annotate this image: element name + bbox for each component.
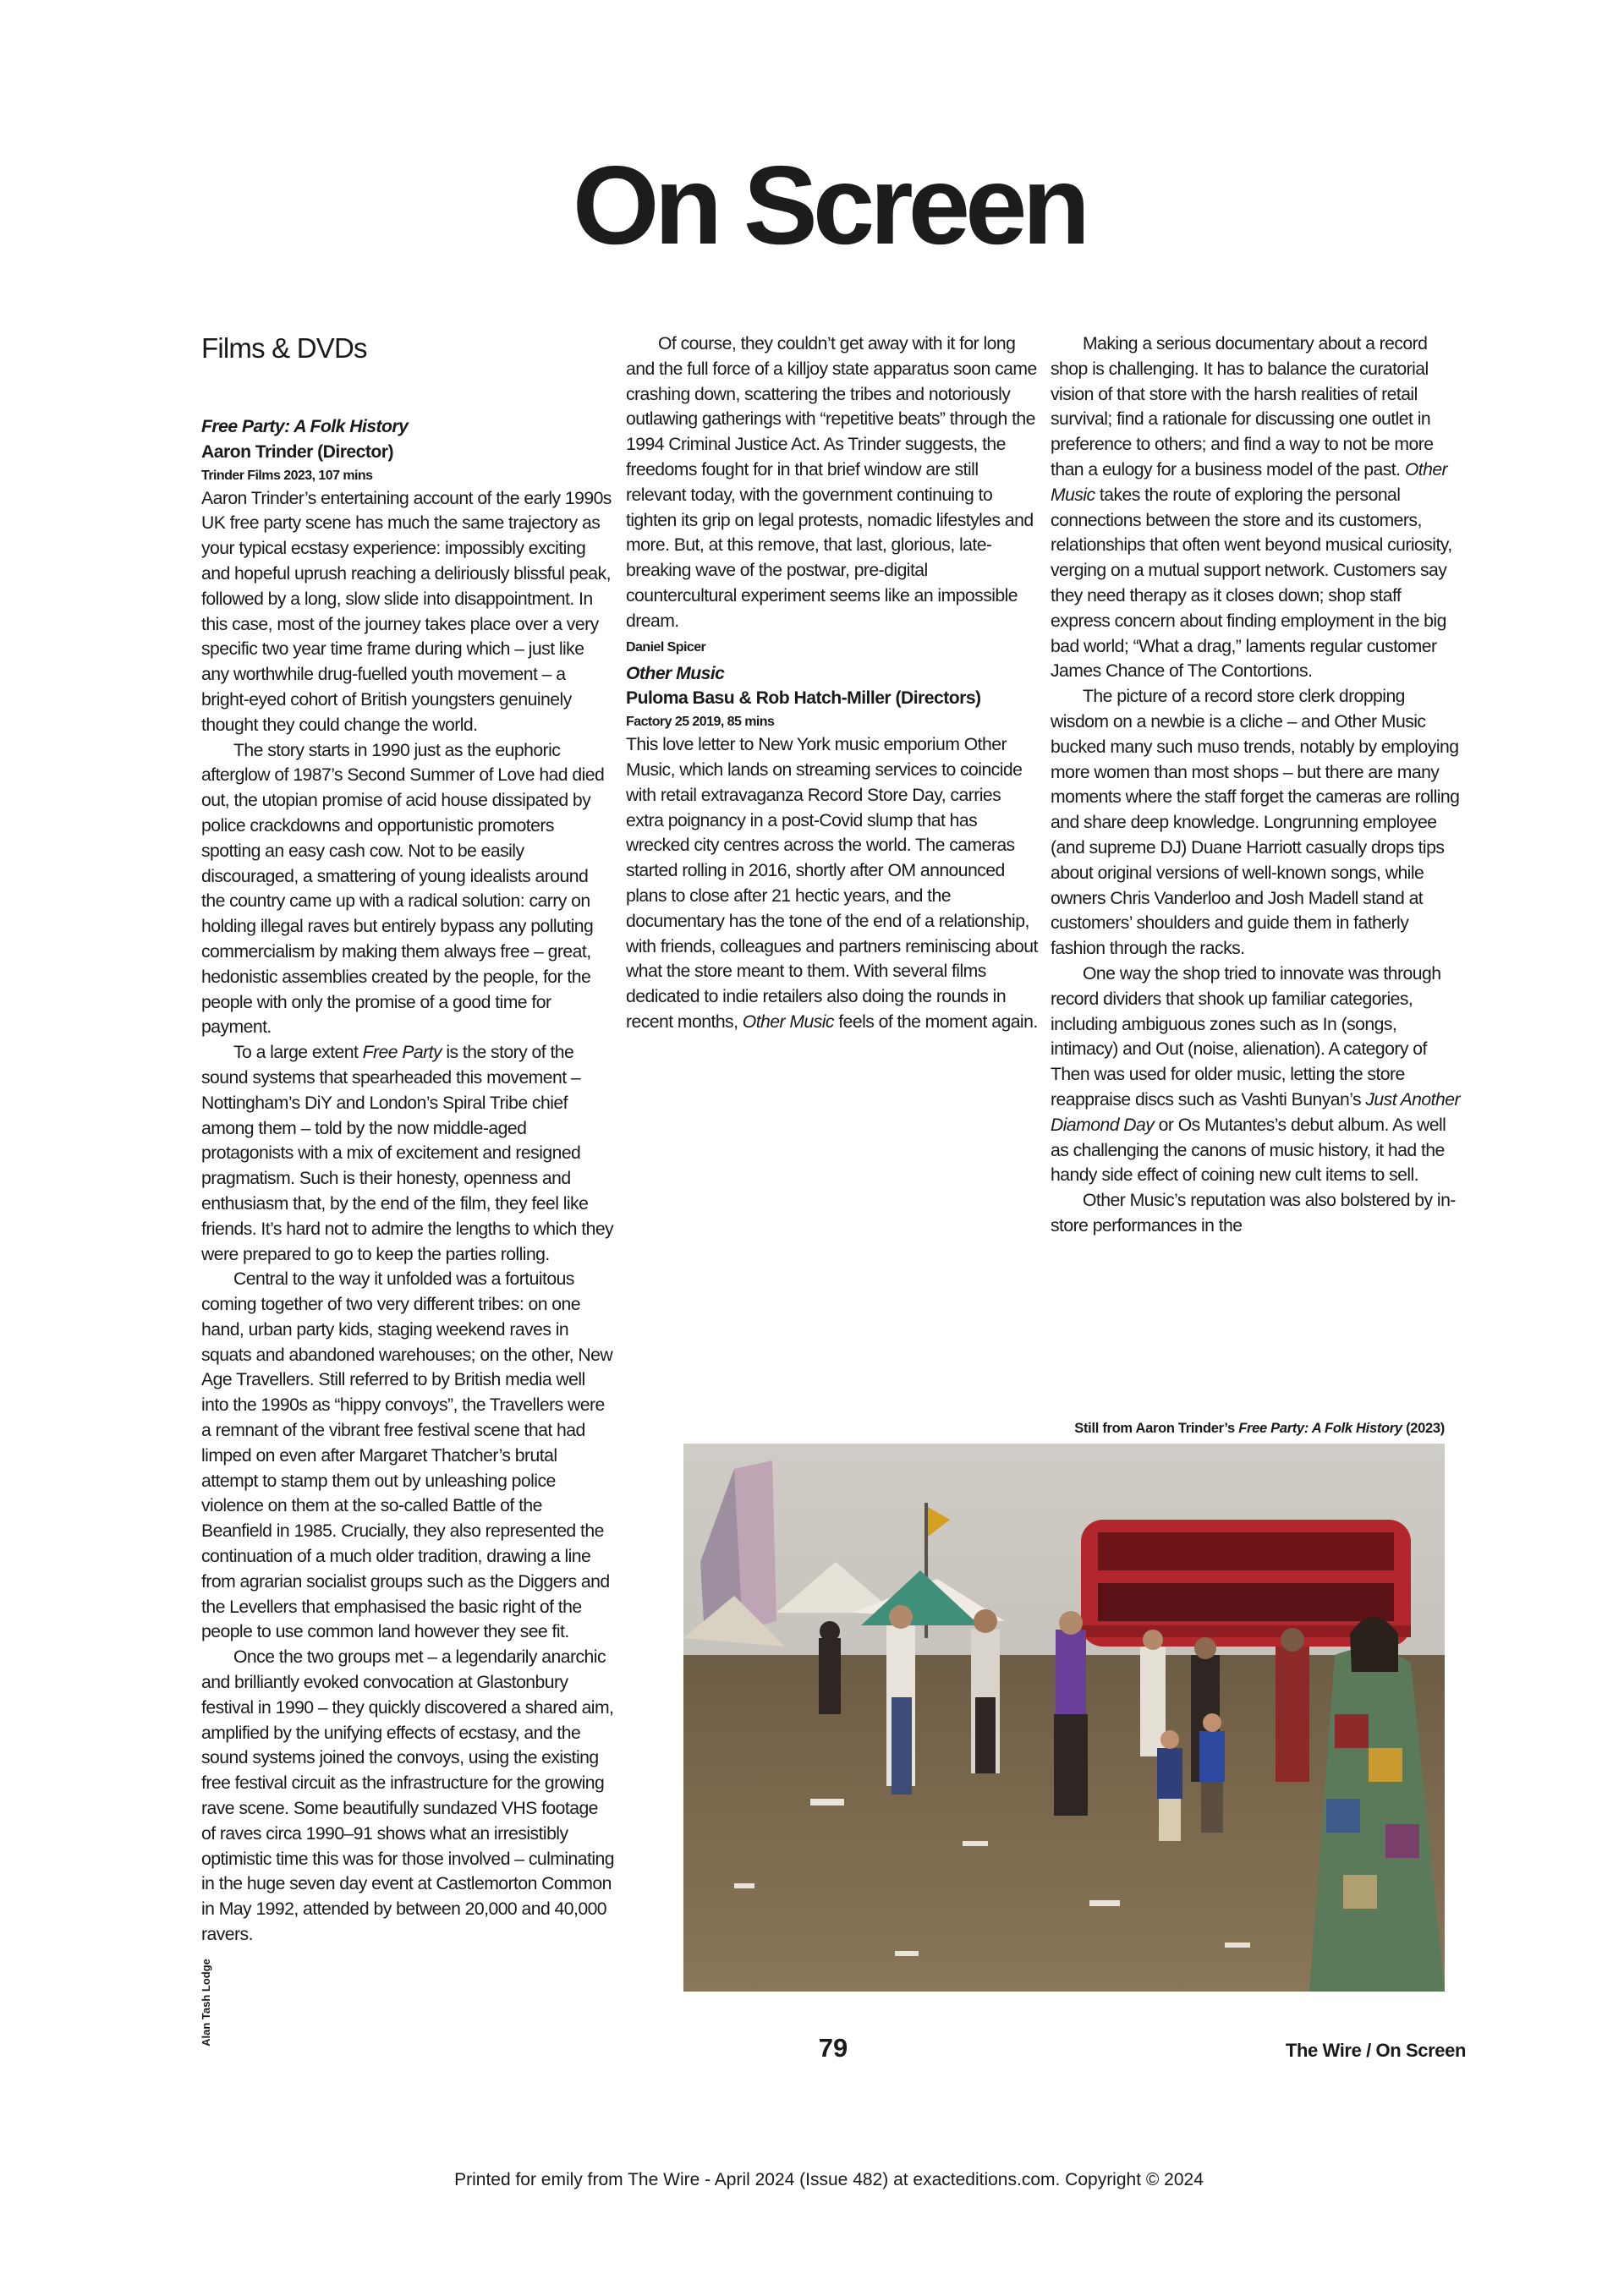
body-paragraph: This love letter to New York music emporium Other Music, which lands on streaming services to coincide with retail extravaganza Record Store Day, carries extra poignancy in a post-Covid slump that has wrecked city centres across the world. The cameras started rolling in 2016, shortly after OM announced plans to close after 21 hectic years, and the documentary has the tone of the end of a relationship, with friends, colleagues and partners reminiscing about what the store meant to them. With several films dedicated to indie retailers also doing the rounds in recent months, Other Music feels of the moment again. bbox=[626, 735, 1038, 1032]
column-2 bbox=[626, 332, 1039, 1035]
body-paragraph: Central to the way it unfolded was a fortuitous coming together of two very different tribes: on one hand, urban party kids, staging weekend raves in squats and abandoned warehouses; on the other, New Age Travellers. Still referred to by British media well into the 1990s as “hippy convoys”, the Travellers were a remnant of the vibrant free festival scene that had limped on even after Margaret Thatcher’s brutal attempt to stamp them out by unleashing police violence on them at the so-called Battle of the Beanfield in 1985. Crucially, they also represented the continuation of a much older tradition, drawing a line from agrarian socialist groups such as the Diggers and the Levellers that emphasised the basic right of the people to use common land however they see fit. bbox=[201, 1269, 613, 1642]
body-paragraph: Other Music’s reputation was also bolstered by in-store performances in the bbox=[1051, 1191, 1456, 1236]
review-title-other-music: Other Music bbox=[626, 663, 725, 683]
page-number: 79 bbox=[818, 2033, 848, 2063]
body-paragraph: To a large extent Free Party is the story of the sound systems that spearheaded this movement – Nottingham’s DiY and London’s Spiral Tribe chief among them – told by the now middle-aged protagonists with a mix of excitement and resigned pragmatism. Such is their honesty, openness and enthusiasm that, by the end of the film, they feel like friends. It’s hard not to admire the lengths to which they were prepared to go to keep the parties rolling. bbox=[201, 1043, 614, 1264]
body-paragraph: Making a serious documentary about a record shop is challenging. It has to balance the curatorial vision of that store with the harsh realities of retail survival; find a rationale for discussing one outlet in preference to others; and find a way to not be more than a eulogy for a business model of the past. Other Music takes the route of exploring the personal connections between the store and its customers, relationships that often went beyond musical curiosity, verging on a mutual support network. Customers say they need therapy as it closes down; shop staff express concern about finding employment in the big bad world; “What a drag,” laments regular customer James Chance of The Contortions. bbox=[1051, 334, 1452, 682]
section-heading: Films & DVDs bbox=[201, 332, 367, 364]
reviewer-name: Daniel Spicer bbox=[626, 639, 706, 655]
review-meta-other-music: Factory 25 2019, 85 mins bbox=[626, 715, 775, 730]
body-paragraph: One way the shop tried to innovate was through record dividers that shook up familiar categories, including ambiguous zones such as In (songs, intimacy) and Out (noise, alienation). A category of Then was used for older music, letting the store reappraise discs such as Vashti Bunyan’s Just Another Diamond Day or Os Mutantes’s debut album. As well as challenging the canons of music history, it had the handy side effect of coining new cult items to sell. bbox=[1051, 963, 1460, 1186]
review-credit-free-party: Aaron Trinder (Director) bbox=[201, 441, 393, 462]
print-notice: Printed for emily from The Wire - April 2024 (Issue 482) at exacteditions.com. Copyright © 2024 bbox=[454, 2170, 1204, 2189]
photo-credit: Alan Tash Lodge bbox=[200, 1959, 212, 2047]
page-title: On Screen bbox=[572, 143, 1086, 267]
body-paragraph: The story starts in 1990 just as the euphoric afterglow of 1987’s Second Summer of Love had died out, the utopian promise of acid house dissipated by police crackdowns and opportunistic promoters spotting an easy cash cow. Not to be easily discouraged, a smattering of young idealists around the country came up with a radical solution: carry on holding illegal raves but entirely bypass any polluting commercialism by making them always free – great, hedonistic assemblies created by the people, for the people with only the promise of a good time for payment. bbox=[201, 740, 605, 1038]
column-1 bbox=[201, 332, 614, 1948]
column-3 bbox=[1051, 332, 1463, 1239]
photo-caption: Still from Aaron Trinder’s Free Party: A Folk History (2023) bbox=[1074, 1421, 1445, 1436]
festival-photo bbox=[683, 1444, 1445, 1992]
body-paragraph: Of course, they couldn’t get away with it for long and the full force of a killjoy state apparatus soon came crashing down, scattering the tribes and notoriously outlawing gatherings with “repetitive beats” through the 1994 Criminal Justice Act. As Trinder suggests, the freedoms fought for in that brief window are still relevant today, with the government continuing to tighten its grip on legal protests, nomadic lifestyles and more. But, at this remove, that last, glorious, late-breaking wave of the postwar, pre-digital countercultural experiment seems like an impossible dream. bbox=[626, 334, 1037, 631]
review-title-free-party: Free Party: A Folk History bbox=[201, 417, 409, 436]
festival-scene-illustration bbox=[683, 1444, 1445, 1992]
body-paragraph: Aaron Trinder’s entertaining account of the early 1990s UK free party scene has much the same trajectory as your typical ecstasy experience: impossibly exciting and hopeful uprush reaching a deliriously blissful peak, followed by a long, slow slide into disappointment. In this case, most of the journey takes place over a very specific two year time frame during which – just like any worthwhile drug-fuelled youth movement – a bright-eyed cohort of British youngsters genuinely thought they could change the world. bbox=[201, 488, 612, 735]
running-foot: The Wire / On Screen bbox=[1285, 2040, 1466, 2061]
body-paragraph: The picture of a record store clerk dropping wisdom on a newbie is a cliche – and Other Music bucked many such muso trends, notably by employing more women than most shops – but there are many moments where the staff forget the cameras are rolling and share deep knowledge. Longrunning employee (and supreme DJ) Duane Harriott casually drops tips about original versions of well-known songs, while owners Chris Vanderloo and Josh Madell stand at customers’ shoulders and guide them in fatherly fashion through the racks. bbox=[1051, 687, 1460, 959]
review-credit-other-music: Puloma Basu & Rob Hatch-Miller (Directors) bbox=[626, 688, 981, 709]
review-meta-free-party: Trinder Films 2023, 107 mins bbox=[201, 468, 373, 483]
body-paragraph: Once the two groups met – a legendarily anarchic and brilliantly evoked convocation at Glastonbury festival in 1990 – they quickly discovered a shared aim, amplified by the unifying effects of ecstasy, and the sound systems joined the convoys, using the existing free festival circuit as the infrastructure for the growing rave scene. Some beautifully sundazed VHS footage of raves circa 1990–91 shows what an irresistibly optimistic time this was for those involved – culminating in the huge seven day event at Castlemorton Common in May 1992, attended by between 20,000 and 40,000 ravers. bbox=[201, 1647, 614, 1945]
